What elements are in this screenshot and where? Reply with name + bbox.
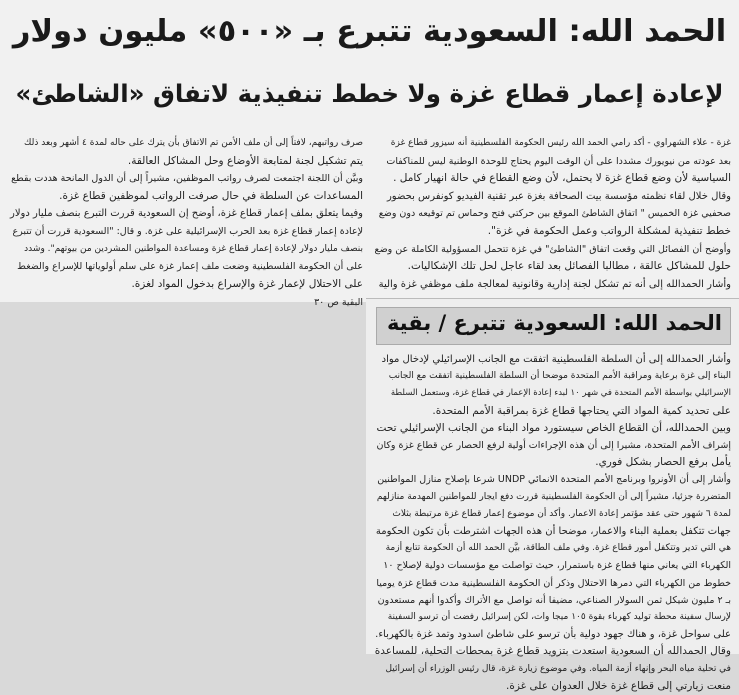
text-line: على تحديد كمية المواد التي يحتاجها قطاع غزة بمراقبة الأمم المتحدة. [432, 404, 731, 417]
text-line: في تحلية مياه البحر وإنهاء أزمة المياه. وفي موضوع زيارة غزة، قال رئيس الوزراء أن إسرائيل [385, 663, 731, 674]
continuation-title: الحمد الله: السعودية تتبرع / بقية [386, 311, 722, 335]
text-line: إشراف الأمم المتحدة، مشيرا إلى أن هذه الإجراءات أولية لرفع الحصار عن قطاع غزة وكان [376, 440, 731, 452]
continuation-clipping [366, 298, 739, 692]
continuation-column [375, 351, 731, 695]
text-line: وقال خلال لقاء نظمته مؤسسة بيت الصحافة بغزة عبر تقنية الفيديو كونفرس بحضور [386, 190, 731, 202]
text-line: منعت زيارتي إلى قطاع غزة خلال العدوان على غزة. [506, 679, 731, 692]
text-line: جهات تتكفل بعملية البناء والاعمار، موضحا أن هذه الجهات اشترطت بأن تكون الحكومة [375, 526, 731, 538]
text-line: الإسرائيلي بواسطة الأمم المتحدة في شهر ١٠ لبدء إعادة الإعمار في قطاع غزة، وستعمل السلطة [390, 388, 731, 399]
text-line: يأمل برفع الحصار بشكل فوري. [595, 456, 731, 469]
text-line: وفيما يتعلق بملف إعمار قطاع غزة، أوضح إن السعودية قررت التبرع بنصف مليار دولار [10, 208, 363, 220]
paragraph [375, 471, 731, 643]
text-line: صرف رواتبهم، لافتاً إلى أن ملف الأمن تم الاتفاق بأن يترك على حاله لمدة ٤ أشهر وبعد ذلك [24, 138, 363, 148]
headline-line-2: لإعادة إعمار قطاع غزة ولا خطط تنفيذية لاتفاق «الشاطئ» [15, 79, 724, 108]
article-clipping [0, 0, 739, 309]
text-line: على الاحتلال لإعمار غزة والإسراع بدخول المواد لغزة. [131, 277, 363, 290]
text-line: بـ ٢ مليون شيكل ثمن السولار الصناعي، مضيفا أنه تواصل مع الأتراك وأكدوا أنهم مستعدون [377, 594, 731, 606]
text-line: البناء إلى غزة برعاية ومراقبة الأمم المتحدة موضحا أن السلطة الفلسطينية اتفقت مع الجانب [388, 371, 731, 382]
text-line: وأشار الحمدالله إلى أن السلطة الفلسطينية اتفقت مع الجانب الإسرائيلي لإدخال مواد [381, 354, 731, 365]
text-line: وأشار الحمدالله إلى أنه تم تشكل لجنة إدارية وقانونية لمعالجة ملف موظفي غزة والية [378, 278, 731, 290]
text-line: يتم تشكيل لجنة لمتابعة الأوضاع وحل المشاكل العالقة. [127, 154, 363, 167]
text-line: بعد عودته من نيويورك مشددا على أن الوقت اليوم يحتاج للوحدة الوطنية ليس للمناكفات [386, 155, 731, 167]
text-line: صحفيي غزة الخميس " اتفاق الشاطئ الموقع بين حركتي فتح وحماس تم توقيعه دون وضع [378, 208, 731, 220]
text-line: غزة - علاء الشهراوي - أكد رامي الحمد الله رئيس الحكومة الفلسطينية أنه سيزور قطاع غزة [390, 138, 731, 148]
text-line: هي التي تدير وتتكفل أمور قطاع غزة. وفي ملف الطاقة، بيَّن الحمد الله أن الحكومة تتابع أزمة [385, 543, 731, 554]
text-line: وأشار إلى أن الأونروا وبرنامج الأمم المتحدة الانمائي UNDP شرعا بإصلاح منازل المواطنين [377, 474, 731, 486]
text-line: على سواحل غزة، و هناك جهود دولية بأن ترسو على شاطئ اسدود وتمد غزة بالكهرباء. [375, 629, 731, 641]
paragraph [9, 135, 363, 312]
text-line: وأوضح أن الفصائل التي وقعت اتفاق "الشاطئ" في غزة تتحمل المسؤولية الكاملة عن وضع [375, 243, 731, 255]
headline-line-1: الحمد الله: السعودية تتبرع بـ «٥٠٠» مليون دولار [12, 14, 727, 49]
text-line: خطط تنفيذية لمشكلة الرواتب وعمل الحكومة في غزة". [487, 224, 731, 237]
text-line: خطوط من الكهرباء التي دمرها الاحتلال وذكر أن الحكومة الفلسطينية مدت قطاع غزة يوميا [376, 577, 731, 589]
text-line: الكهرباء التي يعاني منها قطاع غزة باستمرار، حيث تواصلت مع مؤسسات دولية لإصلاح ١٠ [383, 560, 731, 572]
paragraph [375, 420, 731, 472]
text-line: لمدة ٦ شهور حتى عقد مؤتمر إعادة الاعمار. وأكد أن موضوع إعمار قطاع غزة مرتبطة بثلاث [392, 508, 731, 519]
article-column-right [375, 135, 731, 293]
text-line: المتضررة جزئيا، مشيراً إلى أن الحكومة الفلسطينية قررت دفع ايجار للمواطنين المهدمة منازلهم [376, 491, 731, 502]
text-line: وبين الحمدالله، أن القطاع الخاص سيستورد مواد البناء من الجانب الإسرائيلي تحت [376, 421, 731, 434]
paragraph [375, 643, 731, 695]
text-line: لإعادة إعمار قطاع غزة بعد الحرب الإسرائيلية على غزة. و قال: "السعودية قررت أن تتبرع [12, 225, 363, 237]
continued-page-reference: البقية ص ٣٠ [314, 297, 363, 309]
text-line: السياسية لأن وضع قطاع غزة لا يحتمل، لأن وضع القطاع في حالة انهيار كامل . [393, 172, 731, 185]
text-line: بنصف مليار دولار لإعادة إعمار قطاع غزة ومساعدة المواطنين المشردين من بيوتهم". وشدد [24, 243, 363, 254]
text-line: لإرسال سفينة محطة توليد كهرباء بقوة ١٠٥ ميجا وات، لكن إسرائيل رفضت أن ترسو السفينة [387, 612, 731, 623]
continuation-header-banner [376, 307, 731, 345]
text-line: وبيَّن أن اللجنة اجتمعت لصرف رواتب الموظفين، مشيراً إلى أن الدول المانحة هددت بقطع [11, 173, 363, 185]
paragraph [375, 135, 731, 293]
text-line: وقال الحمدالله أن السعودية استعدت بتزويد قطاع غزة بمحطات التحلية، للمساعدة [375, 645, 731, 658]
text-line: المساعدات عن السلطة في حال صرفت الرواتب لموظفين قطاع غزة. [59, 189, 363, 202]
text-line: حلول للمشاكل عالقة ، مطالبا الفصائل بعد لقاء عاجل لحل تلك الإشكاليات. [407, 260, 731, 273]
paragraph [375, 351, 731, 420]
article-column-left [9, 135, 363, 312]
text-line: على أن الحكومة الفلسطينية وضعت ملف إعمار غزة على سلم أولوياتها للإسراع والضغط [17, 261, 363, 273]
